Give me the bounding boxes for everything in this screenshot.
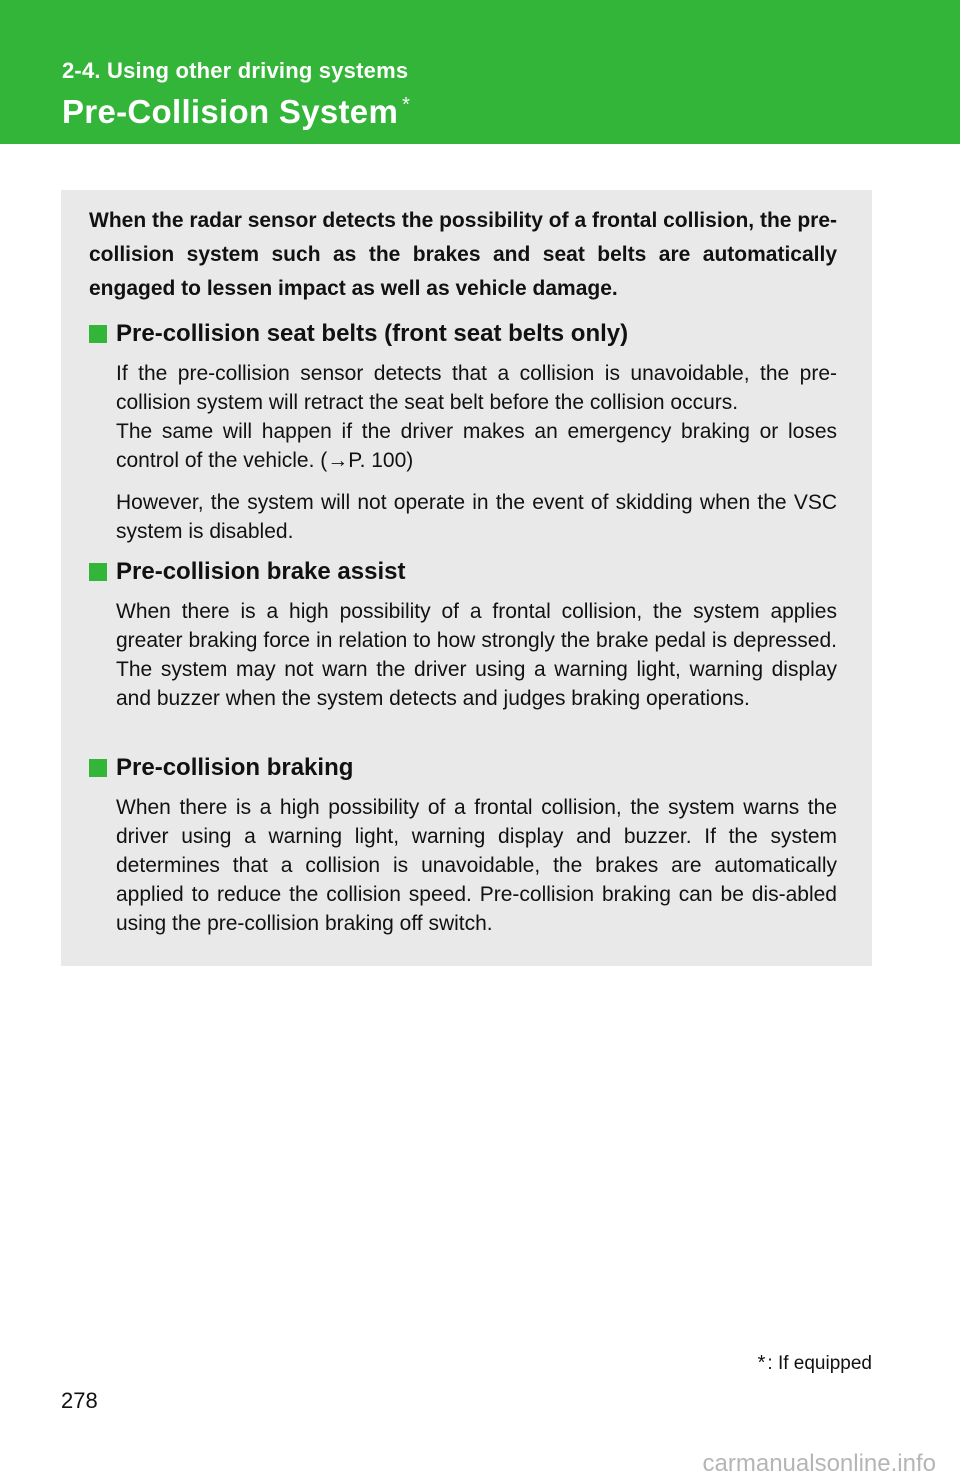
asterisk-icon: * (757, 1352, 766, 1374)
green-square-bullet-icon (89, 759, 107, 777)
paragraph: The same will happen if the driver makes an emergency braking or loses control of the vehicle. (→P. 100) (116, 420, 837, 472)
green-square-bullet-icon (89, 325, 107, 343)
paragraph: When there is a high possibility of a frontal collision, the system applies greater braking force in relation to how strongly the brake pedal is depressed. The system may not warn the driver using a warning light, warning display and buzzer when the system detects and judges braking operations. (116, 600, 837, 710)
equipped-asterisk-icon: * (402, 94, 411, 116)
footnote-text: : If equipped (767, 1352, 872, 1374)
heading-text: Pre-collision brake assist (116, 558, 406, 585)
green-square-bullet-icon (89, 563, 107, 581)
page-number: 278 (61, 1388, 98, 1413)
heading-braking (89, 754, 353, 782)
section-label: 2-4. Using other driving systems (62, 58, 409, 83)
paragraph: When there is a high possibility of a frontal collision, the system warns the driver using a warning light, warning display and buzzer. If the system determines that a collision is unavoidable, the brakes are automatically applied to reduce the collision speed. Pre-collision braking can be dis-abled using the pre-collision braking off switch. (116, 796, 837, 935)
paragraph: However, the system will not operate in the event of skidding when the VSC system is disabled. (116, 491, 837, 543)
paragraph: If the pre-collision sensor detects that a collision is unavoidable, the pre-collision system will retract the seat belt before the collision occurs. (116, 362, 837, 414)
footnote (758, 1352, 872, 1375)
watermark: carmanualsonline.info (702, 1450, 936, 1477)
page-title-text: Pre-Collision System (62, 93, 399, 130)
info-panel (61, 190, 872, 966)
heading-brake-assist (89, 558, 405, 586)
page-title (62, 93, 410, 131)
chapter-header (0, 0, 960, 144)
heading-text: Pre-collision seat belts (front seat belts only) (116, 320, 629, 347)
intro-text: When the radar sensor detects the possibility of a frontal collision, the pre-collision system such as the brakes and seat belts are automatically engaged to lessen impact as well as vehicle damage. (89, 209, 837, 300)
heading-seat-belts (89, 320, 628, 348)
heading-text: Pre-collision braking (116, 754, 354, 781)
